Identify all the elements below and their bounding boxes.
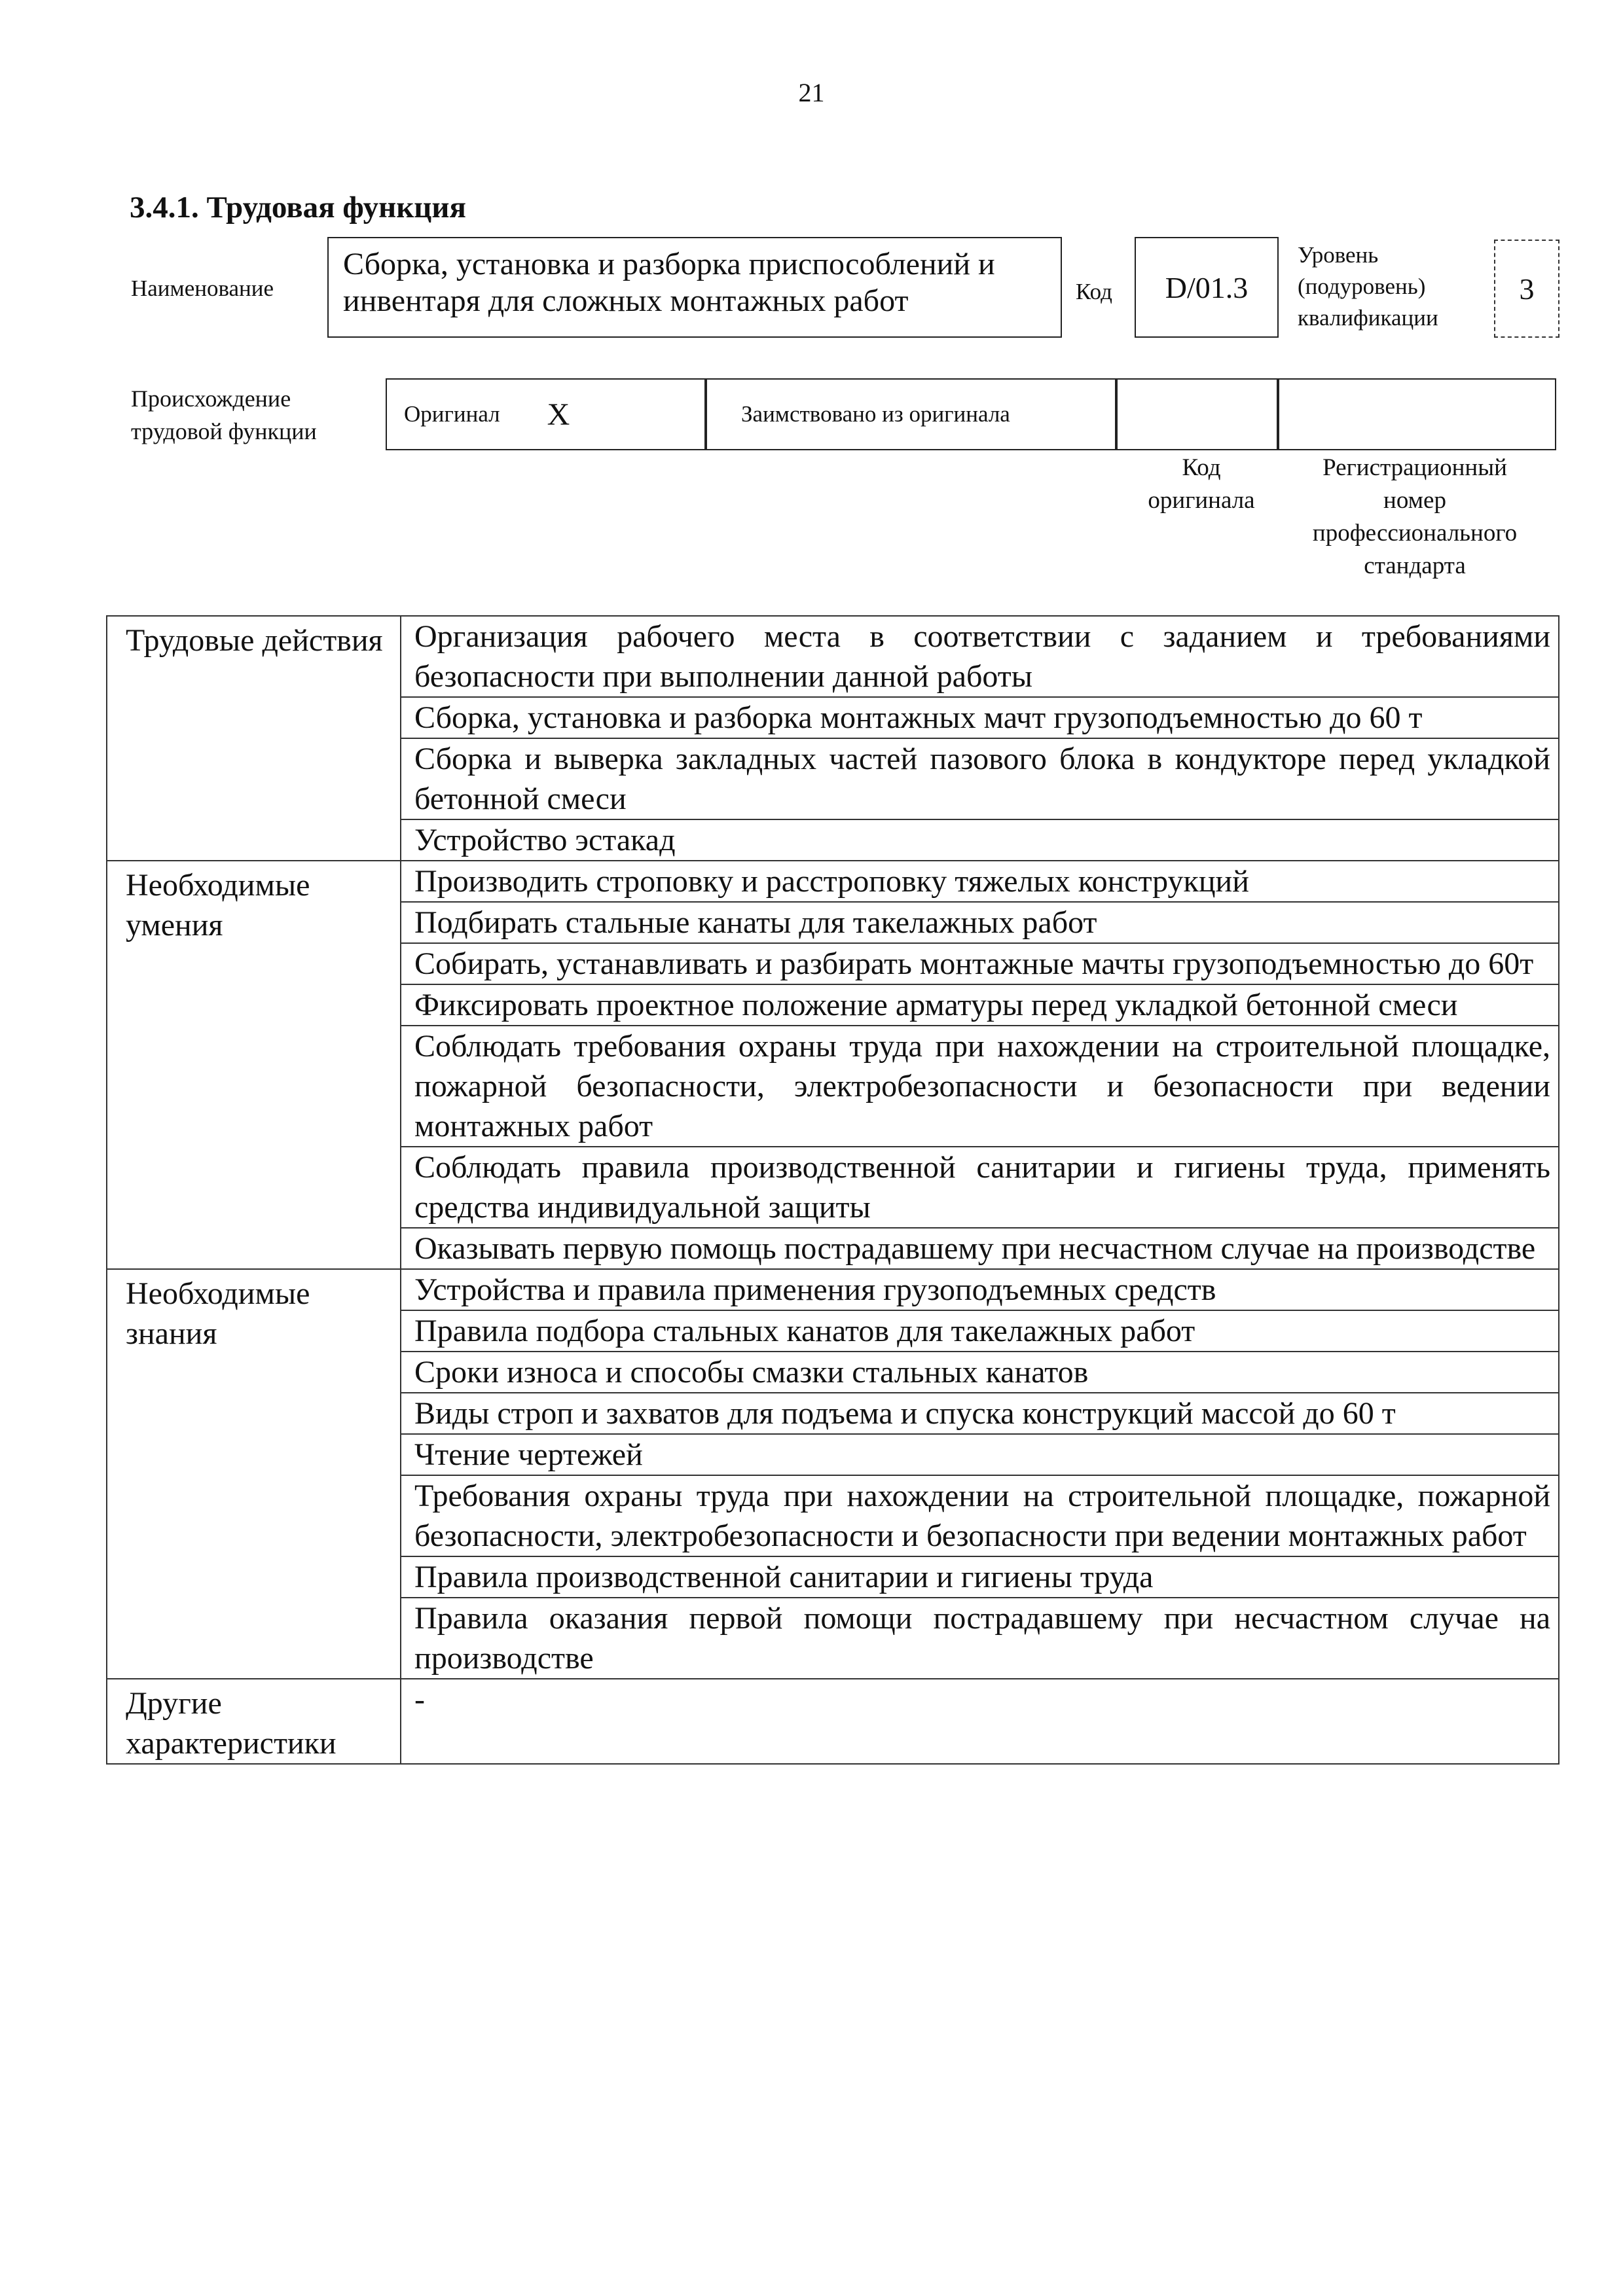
level-value: 3: [1519, 272, 1535, 306]
item-cell: Устройство эстакад: [401, 819, 1559, 861]
level-label-line: (подуровень): [1298, 274, 1426, 299]
code-label: Код: [1076, 279, 1112, 304]
original-code-cell: [1116, 378, 1278, 450]
item-cell: Оказывать первую помощь пострадавшему при несчастном случае на производстве: [401, 1228, 1559, 1269]
original-cell: [386, 378, 706, 450]
origin-row: [386, 378, 1556, 450]
original-label: Оригинал: [404, 401, 500, 427]
item-cell: Организация рабочего места в соответствии с заданием и требованиями безопасности при выполнении данной работы: [401, 616, 1559, 697]
page-number: 21: [798, 78, 825, 107]
item-cell: Собирать, устанавливать и разбирать монтажные мачты грузоподъемностью до 60т: [401, 943, 1559, 984]
item-cell: Сроки износа и способы смазки стальных канатов: [401, 1352, 1559, 1393]
caption-line: номер: [1383, 487, 1446, 514]
caption-line: профессионального: [1312, 520, 1518, 547]
original-mark: X: [547, 397, 570, 432]
origin-label-line: трудовой функции: [131, 418, 317, 444]
item-cell: Соблюдать правила производственной санитарии и гигиены труда, применять средства индивидуальной защиты: [401, 1147, 1559, 1228]
code-box: [1135, 237, 1279, 338]
function-details-table: [106, 615, 1559, 1765]
original-code-caption: [1116, 452, 1286, 517]
category-cell: Трудовые действия: [107, 616, 401, 861]
level-label-line: квалификации: [1298, 305, 1438, 331]
caption-line: Код: [1182, 454, 1221, 481]
category-cell: Необходимые умения: [107, 861, 401, 1269]
caption-line: стандарта: [1364, 552, 1466, 579]
level-label-line: Уровень: [1298, 242, 1379, 268]
level-label: [1298, 240, 1438, 334]
item-cell: Виды строп и захватов для подъема и спуска конструкций массой до 60 т: [401, 1393, 1559, 1434]
item-cell: Сборка и выверка закладных частей пазового блока в кондукторе перед укладкой бетонной смеси: [401, 738, 1559, 819]
item-cell: Подбирать стальные канаты для такелажных работ: [401, 902, 1559, 943]
origin-label: [131, 382, 317, 448]
item-cell: Соблюдать требования охраны труда при нахождении на строительной площадке, пожарной безопасности, электробезопасности и безопасности при ведении монтажных работ: [401, 1026, 1559, 1147]
item-cell: Устройства и правила применения грузоподъемных средств: [401, 1269, 1559, 1310]
borrowed-label: Заимствовано из оригинала: [741, 401, 1010, 427]
table-row: [107, 616, 1559, 697]
borrowed-cell: [706, 378, 1116, 450]
registration-caption: [1273, 452, 1556, 583]
category-cell: Необходимые знания: [107, 1269, 401, 1679]
section-title: 3.4.1. Трудовая функция: [130, 190, 466, 224]
item-cell: Сборка, установка и разборка монтажных мачт грузоподъемностью до 60 т: [401, 697, 1559, 738]
item-cell: -: [401, 1679, 1559, 1764]
function-name-box: [327, 237, 1062, 338]
category-cell: Другие характеристики: [107, 1679, 401, 1764]
item-cell: Чтение чертежей: [401, 1434, 1559, 1475]
item-cell: Фиксировать проектное положение арматуры перед укладкой бетонной смеси: [401, 984, 1559, 1026]
item-cell: Правила подбора стальных канатов для такелажных работ: [401, 1310, 1559, 1352]
registration-number-cell: [1278, 378, 1556, 450]
name-label: Наименование: [131, 276, 274, 301]
item-cell: Правила оказания первой помощи пострадавшему при несчастном случае на производстве: [401, 1598, 1559, 1679]
caption-line: Регистрационный: [1322, 454, 1507, 481]
item-cell: Правила производственной санитарии и гигиены труда: [401, 1556, 1559, 1598]
item-cell: Требования охраны труда при нахождении на строительной площадке, пожарной безопасности, электробезопасности и безопасности при ведении монтажных работ: [401, 1475, 1559, 1556]
origin-label-line: Происхождение: [131, 386, 291, 412]
item-cell: Производить строповку и расстроповку тяжелых конструкций: [401, 861, 1559, 902]
code-value: D/01.3: [1165, 270, 1249, 304]
level-box: [1494, 240, 1559, 338]
table-row: [107, 1269, 1559, 1310]
caption-line: оригинала: [1148, 487, 1255, 514]
table-row: [107, 1679, 1559, 1764]
table-row: [107, 861, 1559, 902]
function-name: Сборка, установка и разборка приспособлений и инвентаря для сложных монтажных работ: [343, 247, 995, 318]
